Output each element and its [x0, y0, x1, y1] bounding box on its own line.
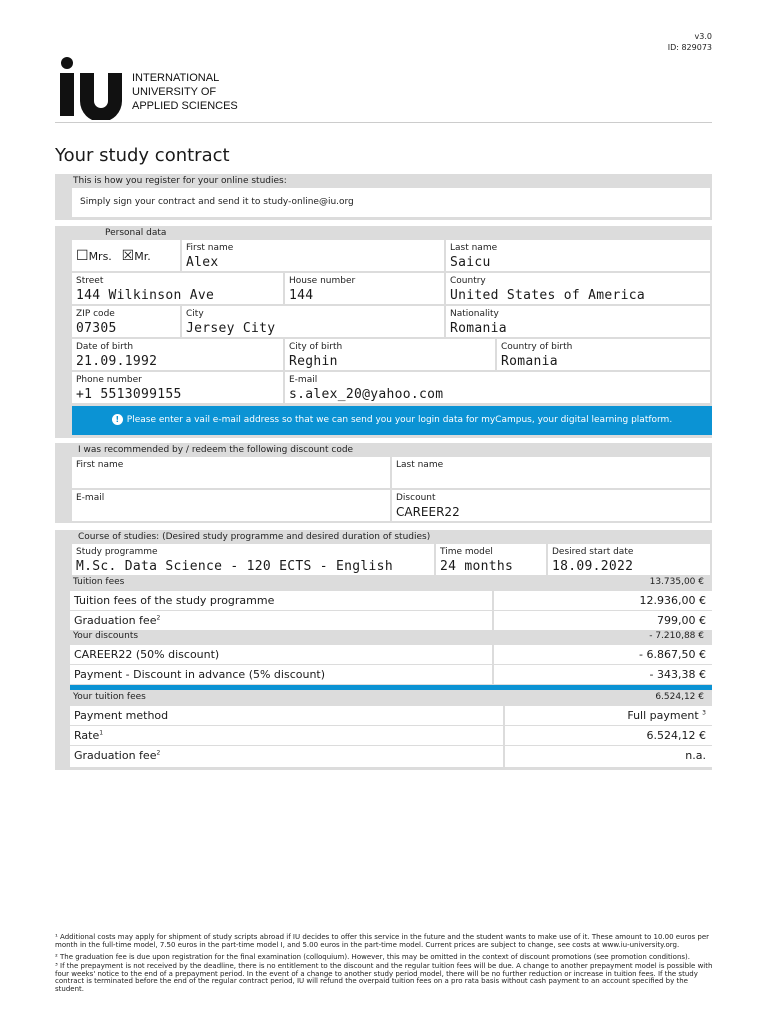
your-fees-label: Your tuition fees [73, 692, 146, 702]
phone-field[interactable] [72, 372, 283, 403]
first-name-value: Alex [186, 255, 219, 270]
country-of-birth-label: Country of birth [501, 342, 573, 352]
recommendation-section [55, 443, 712, 523]
logo-text [132, 71, 238, 113]
street-label: Street [76, 276, 104, 286]
fee-row-label: Graduation fee$^2$ [74, 614, 161, 627]
course-header: Course of studies: (Desired study programme and desired duration of studies) [78, 532, 431, 542]
discount-row [70, 665, 492, 684]
mr-checkbox[interactable]: ☒ [121, 248, 135, 264]
discount-row-value-cell [494, 665, 712, 684]
study-programme-field[interactable] [72, 544, 434, 575]
logo-line-2: UNIVERSITY OF [132, 86, 217, 98]
payment-method-value: Full payment $^3$ [627, 709, 706, 722]
city-label: City [186, 309, 204, 319]
salutation-options [76, 248, 151, 264]
phone-value: +1 5513099155 [76, 387, 182, 402]
recommender-last-name-label: Last name [396, 460, 444, 470]
nationality-value: Romania [450, 321, 507, 336]
fee-row [70, 611, 492, 630]
study-programme-label: Study programme [76, 547, 158, 557]
payment-row-value-cell [505, 726, 712, 745]
start-date-value: 18.09.2022 [552, 559, 634, 574]
version-label: v3.0 [694, 32, 712, 41]
personal-data-section [55, 226, 712, 438]
study-programme-value: M.Sc. Data Science - 120 ECTS - English [76, 559, 393, 574]
notice-text: Please enter a vail e-mail address so that we can send you your login data for myCampus, your digital learning platform. [126, 415, 673, 425]
start-date-field[interactable] [548, 544, 710, 575]
header-rule [55, 122, 712, 123]
country-value: United States of America [450, 288, 646, 303]
date-of-birth-value: 21.09.1992 [76, 354, 158, 369]
logo-mark [58, 56, 122, 120]
fee-row-value-cell [494, 591, 712, 610]
house-number-label: House number [289, 276, 356, 286]
nationality-label: Nationality [450, 309, 499, 319]
discounts-label: Your discounts [73, 631, 139, 641]
phone-label: Phone number [76, 375, 142, 385]
city-of-birth-value: Reghin [289, 354, 338, 369]
email-label: E-mail [289, 375, 318, 385]
recommender-first-name-field[interactable] [72, 457, 390, 488]
payment-row-value-cell [505, 706, 712, 725]
footnote-3: ³ If the prepayment is not received by the deadline, there is no entitlement to the discount and the regular tuition fees will be due. A change to another prepayment model is possible with four weeks' notice to the end of a prepayment period. In the event of a change to another study period model, there will be no further reduction or increase in tuition fees. If the study contract is terminated before the end of the regular contract period, IU will refund the overpaid tuition fees on a pro rata basis without cash payment to an account specified by the student. [55, 962, 713, 993]
email-value: s.alex_20@yahoo.com [289, 387, 444, 402]
mrs-label: Mrs. [88, 250, 112, 263]
your-fees-band [55, 691, 712, 705]
house-number-field[interactable] [285, 273, 444, 304]
graduation-fee-value: n.a. [685, 749, 706, 762]
page-title: Your study contract [55, 145, 230, 166]
city-of-birth-field[interactable] [285, 339, 495, 370]
first-name-field[interactable] [182, 240, 444, 271]
time-model-field[interactable] [436, 544, 546, 575]
discount-row-label: Payment - Discount in advance (5% discount) [74, 668, 326, 681]
date-of-birth-field[interactable] [72, 339, 283, 370]
payment-row [70, 726, 503, 745]
city-value: Jersey City [186, 321, 276, 336]
footnote-2: ² The graduation fee is due upon registration for the final examination (colloquium). However, this may be omitted in the context of discount promotions (see promotion conditions). [55, 953, 690, 961]
mr-label: Mr. [134, 250, 151, 263]
rate-label: Rate$^1$ [74, 729, 104, 742]
email-notice-banner [72, 406, 712, 435]
discount-row-value: - 343,38 € [649, 668, 706, 681]
zip-field[interactable] [72, 306, 180, 337]
start-date-label: Desired start date [552, 547, 634, 557]
salutation-field [72, 240, 180, 271]
tuition-fees-band [55, 576, 712, 590]
payment-row [70, 746, 503, 767]
payment-row-value-cell [505, 746, 712, 767]
intro-header: This is how you register for your online studies: [73, 176, 287, 186]
discount-row [70, 645, 492, 664]
tuition-fees-label: Tuition fees [73, 577, 125, 587]
country-of-birth-value: Romania [501, 354, 558, 369]
fee-row [70, 591, 492, 610]
discount-code-label: Discount [396, 493, 436, 503]
payment-row [70, 706, 503, 725]
recommender-email-label: E-mail [76, 493, 105, 503]
date-of-birth-label: Date of birth [76, 342, 134, 352]
payment-method-label: Payment method [74, 709, 169, 722]
house-number-value: 144 [289, 288, 314, 303]
intro-text: Simply sign your contract and send it to study-online@iu.org [80, 197, 354, 207]
fee-row-label: Tuition fees of the study programme [74, 594, 275, 607]
discount-code-value: CAREER22 [396, 505, 460, 519]
rate-value: 6.524,12 € [646, 729, 706, 742]
your-fees-total: 6.524,12 € [655, 692, 704, 702]
discount-code-field[interactable] [392, 490, 710, 521]
recommendation-header: I was recommended by / redeem the following discount code [78, 445, 354, 455]
country-label: Country [450, 276, 486, 286]
city-of-birth-label: City of birth [289, 342, 343, 352]
iu-logo [58, 56, 258, 120]
discount-row-value: - 6.867,50 € [639, 648, 706, 661]
fee-row-value: 799,00 € [657, 614, 706, 627]
footnote-1: ¹ Additional costs may apply for shipment of study scripts abroad if IU decides to offer this service in the future and the student wants to make use of it. These amount to 10.00 euros per month in the full-time model, 7.50 euros in the part-time model I, and 5.00 euros in the part-time model. Current prices are subject to change, see costs at www.iu-university.org. [55, 933, 710, 949]
time-model-value: 24 months [440, 559, 514, 574]
intro-box [72, 188, 710, 217]
intro-section [55, 174, 712, 220]
first-name-label: First name [186, 243, 234, 253]
logo-line-1: INTERNATIONAL [132, 72, 220, 84]
city-field[interactable] [182, 306, 444, 337]
course-section [55, 530, 712, 770]
zip-label: ZIP code [76, 309, 115, 319]
discount-row-value-cell [494, 645, 712, 664]
street-value: 144 Wilkinson Ave [76, 288, 215, 303]
graduation-fee-label: Graduation fee$^2$ [74, 749, 161, 762]
last-name-field[interactable] [446, 240, 710, 271]
recommender-first-name-label: First name [76, 460, 124, 470]
fee-row-value: 12.936,00 € [639, 594, 706, 607]
info-icon: ! [112, 414, 123, 425]
tuition-fees-total: 13.735,00 € [649, 577, 704, 587]
recommender-email-field[interactable] [72, 490, 390, 521]
recommender-last-name-field[interactable] [392, 457, 710, 488]
street-field[interactable] [72, 273, 283, 304]
discounts-band [55, 630, 712, 644]
fees-separator [70, 685, 712, 690]
mrs-checkbox[interactable]: ☐ [76, 248, 89, 264]
personal-data-header: Personal data [105, 228, 167, 238]
country-field[interactable] [446, 273, 710, 304]
discount-row-label: CAREER22 (50% discount) [74, 648, 220, 661]
country-of-birth-field[interactable] [497, 339, 710, 370]
zip-value: 07305 [76, 321, 117, 336]
last-name-value: Saicu [450, 255, 491, 270]
email-field[interactable] [285, 372, 710, 403]
document-id: ID: 829073 [667, 43, 712, 52]
logo-line-3: APPLIED SCIENCES [132, 100, 238, 112]
discounts-total: - 7.210,88 € [649, 631, 704, 641]
time-model-label: Time model [440, 547, 493, 557]
nationality-field[interactable] [446, 306, 710, 337]
fee-row-value-cell [494, 611, 712, 630]
last-name-label: Last name [450, 243, 498, 253]
